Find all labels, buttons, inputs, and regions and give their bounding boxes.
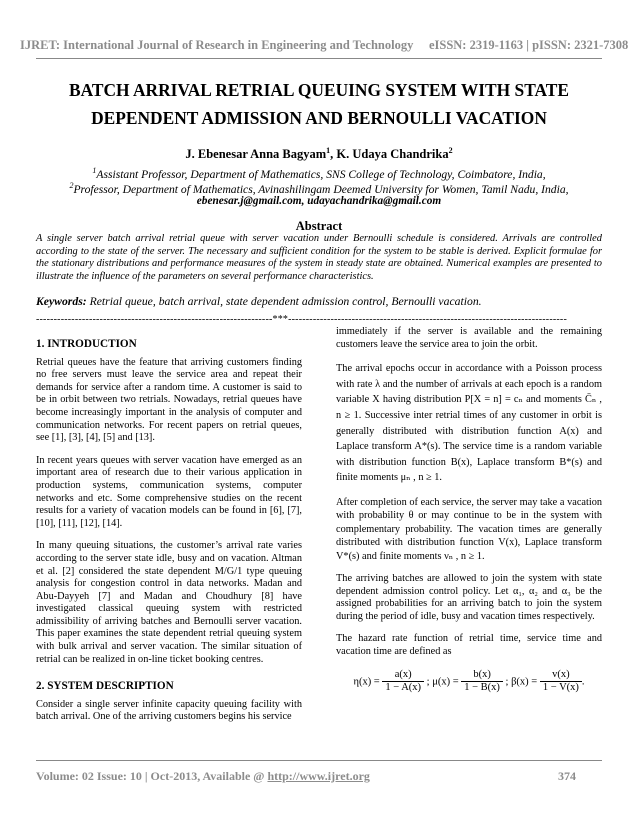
eq-eta-numerator: a(x) [382,669,424,683]
eq-beta-numerator: v(x) [540,669,582,683]
system-description-heading: 2. SYSTEM DESCRIPTION [36,680,174,693]
keywords-label: Keywords: [36,295,87,308]
right-paragraph-3: After completion of each service, the server may take a vacation with probability θ or may continue to be in the system with complementary probability. The vacation times are generally distributed with distribution function V(x), Laplace transform V*(s) and finite moments νₙ , n ≥ 1. [336,496,602,562]
left-column [36,338,302,734]
intro-paragraph-3: In many queuing situations, the customer’s arrival rate varies according to the server state idle, busy and on vacation. Altman et al. [2] considered the state dependent M/G/1 type queuing analysis for congestion control in data networks. Madan and Abu-Dayyeh [7] and Madan and Choudhury [8] have investigated classical queuing system with restricted admissibility of arriving batches and Bernoulli server vacation. This paper examines the state dependent retrial queuing system with bulk arrival and server vacation. The similar situation of retrial can be realized in on-line ticket booking centres. [36,540,302,665]
page-number: 374 [558,769,576,783]
affiliation-2 [36,181,602,196]
eq-beta-fraction [540,669,582,695]
journal-name: IJRET: International Journal of Research in Engineering and Technology [20,38,414,52]
title-line-1: BATCH ARRIVAL RETRIAL QUEUING SYSTEM WITH STATE [69,80,569,100]
eq-mu-lhs: ; μ(x) = [426,676,459,688]
eq-mu-fraction [461,669,503,695]
right-paragraph-1: immediately if the server is available and the remaining customers leave the service area to join the orbit. [336,326,602,350]
eq-eta-denominator: 1 − A(x) [385,682,422,694]
intro-paragraph-1: Retrial queues have the feature that arriving customers finding no free servers must leave the service area and repeat their demands for service after a random time. A customer is said to be in orbit between two retrials. Nowadays, retrial queues have become increasingly important in the analysis of computer and communication networks. For recent papers on retrial queues, see [1], [3], [4], [5] and [13]. [36,356,302,444]
eq-beta-lhs: ; β(x) = [505,676,538,688]
right-paragraph-4: The arriving batches are allowed to join the system with state dependent admission control policy. Let α₁, α₂ and α₃ be the assigned probabilities for an arriving batch to join the system during the period of idle, busy and vacation times respectively. [336,572,602,622]
affiliation-1-text: Assistant Professor, Department of Mathematics, SNS College of Technology, Coimbatore, India, [96,167,546,181]
paper-title [36,76,602,132]
eq-end: . [581,676,585,688]
intro-paragraph-2: In recent years queues with server vacation have emerged as an important area of research due to their various application in production systems, communication systems, computer networks and etc. Some comprehensive studies on the recent results for a variety of vacation models can be found in [6], [7], [10], [11], [12], [14]. [36,454,302,529]
page-footer [36,769,602,784]
intro-heading: 1. INTRODUCTION [36,338,137,350]
running-header [20,38,629,53]
author-list [36,146,602,162]
keywords-text: Retrial queue, batch arrival, state dependent admission control, Bernoulli vacation. [86,295,482,308]
affiliation-1-mark: 1 [92,166,97,175]
header-rule [36,58,602,59]
eq-mu-denominator: 1 − B(x) [464,682,500,694]
eq-beta-denominator: 1 − V(x) [542,682,579,694]
author-separator: , [330,147,337,162]
system-description-paragraph: Consider a single server infinite capacity queuing facility with batch arrival. One of the arriving customers begins his service [36,698,302,723]
abstract-heading: Abstract [295,219,343,233]
author-1: J. Ebenesar Anna Bagyam [185,147,327,162]
affiliation-2-text: Professor, Department of Mathematics, Avinashilingam Deemed University for Women, Tamil Nadu, India, [73,182,569,196]
author-2-mark: 2 [448,146,453,155]
eq-eta-lhs: η(x) = [353,676,380,688]
section-separator: -------------------------------------------------------------------***------------------------------------------------------------------------------- [36,314,567,325]
right-column [336,326,602,695]
keywords [36,295,602,308]
title-line-2: DEPENDENT ADMISSION AND BERNOULLI VACATION [91,108,547,128]
eq-eta-fraction [382,669,424,695]
eq-mu-numerator: b(x) [461,669,503,683]
author-2: K. Udaya Chandrika [336,147,449,162]
issn: eISSN: 2319-1163 | pISSN: 2321-7308 [428,38,629,52]
footer-rule [36,760,602,761]
author-emails: ebenesar.j@gmail.com, udayachandrika@gmail.com [196,195,442,207]
right-paragraph-2: The arrival epochs occur in accordance with a Poisson process with rate λ and the number of arrivals at each epoch is a random variable X having distribution P[X = n] = cₙ and moments C̄ₙ , n ≥ 1. Successive inter retrial times of any customer in orbit is generally distributed with distribution function A(x) and Laplace transform A*(s). The service time is a random variable with distribution function B(x), Laplace transform B*(s) and finite moments μₙ , n ≥ 1. [336,363,602,484]
affiliation-2-mark: 2 [69,181,74,190]
hazard-rate-equation [336,669,602,695]
journal-link[interactable]: http://www.ijret.org [267,769,370,783]
author-1-mark: 1 [326,146,331,155]
footer-text: Volume: 02 Issue: 10 | Oct-2013, Available @ [36,769,268,783]
affiliation-1 [36,166,602,181]
abstract-text: A single server batch arrival retrial queue with server vacation under Bernoulli schedule is considered. Arrivals are controlled according to the state of the server. The necessary and sufficient condition for the system to be stable is derived. Explicit formulae for the stationary distributions and performance measures of the system in steady state are obtained. Numerical examples are presented to illustrate the influence of the parameters on several performance characteristics. [36,233,602,282]
right-paragraph-5: The hazard rate function of retrial time, service time and vacation time are defined as [336,633,602,657]
